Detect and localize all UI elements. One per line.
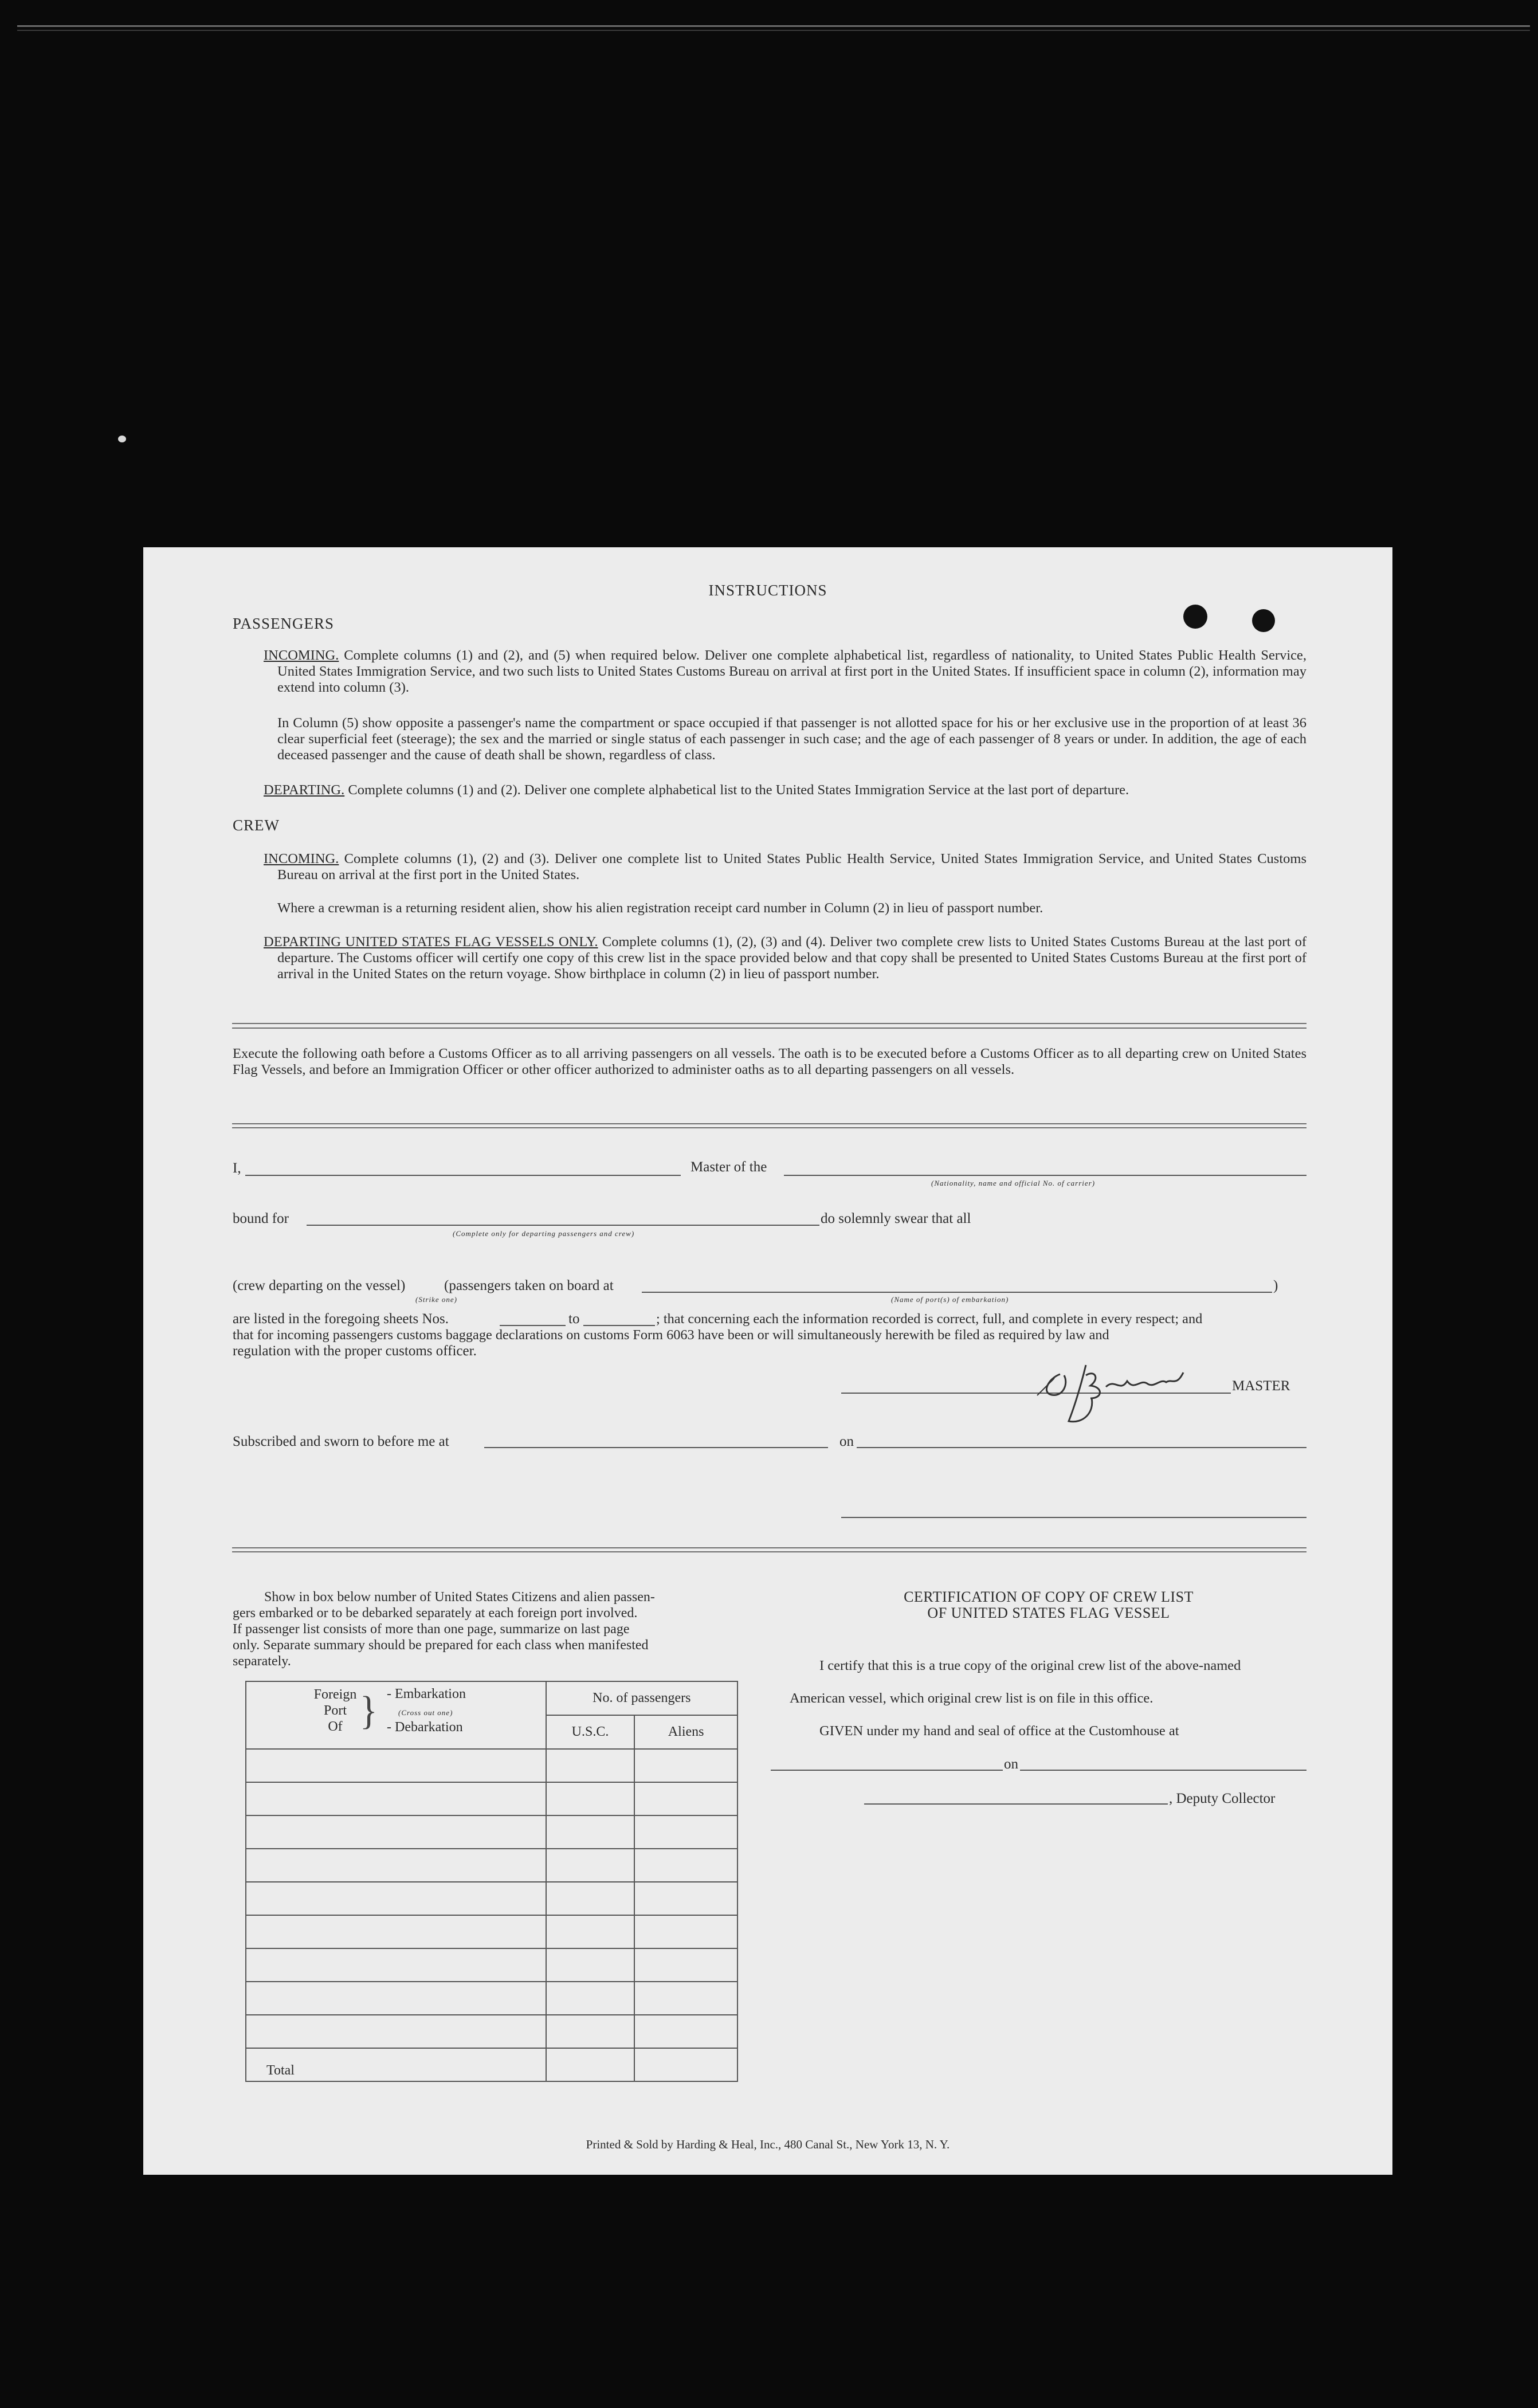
listed-text-3: that for incoming passengers customs baggage declarations on customs Form 6063 have been or will simultaneously herewith be filed as required by law and xyxy=(233,1327,1109,1343)
master-label: MASTER xyxy=(1232,1378,1290,1394)
port-cell[interactable] xyxy=(246,1882,546,1915)
sworn-on-label: on xyxy=(839,1434,854,1449)
certification-title xyxy=(791,1589,1306,1621)
passengers-departing-paragraph xyxy=(264,782,1306,798)
port-caption: (Name of port(s) of embarkation) xyxy=(891,1295,1009,1304)
passengers-incoming-text: Complete columns (1) and (2), and (5) when required below. Deliver one complete alphabetical list, regardless of nationality, to United States Public Health Service, United States Immigration Service, and two such lists to United States Customs Bureau on arrival at first port in the United States. If insufficient space in column (2), information may extend into column (3). xyxy=(277,648,1307,695)
summary-line: separately. xyxy=(233,1654,291,1669)
swear-label: do solemnly swear that all xyxy=(821,1211,971,1226)
certification-line-3: GIVEN under my hand and seal of office at the Customhouse at xyxy=(819,1723,1179,1739)
nationality-caption: (Nationality, name and official No. of carrier) xyxy=(931,1179,1096,1187)
debarkation-label: - Debarkation xyxy=(387,1720,463,1735)
carrier-field[interactable] xyxy=(784,1175,1306,1176)
port-cell[interactable] xyxy=(246,1749,546,1782)
port-cell[interactable] xyxy=(246,1849,546,1882)
oath-intro: Execute the following oath before a Customs Officer as to all arriving passengers on all vessels. The oath is to be executed before a Customs Officer as to all departing crew on United States Flag Vessels, and before an Immigration Officer or other officer authorized to administer oaths as to all departing passengers on all vessels. xyxy=(233,1046,1306,1077)
usc-cell[interactable] xyxy=(546,1849,635,1882)
listed-text-1: are listed in the foregoing sheets Nos. xyxy=(233,1311,449,1327)
deputy-collector-field[interactable] xyxy=(864,1803,1168,1805)
flag-vessels-label: DEPARTING UNITED STATES FLAG VESSELS ONLY. xyxy=(264,934,598,950)
film-edge-rule-inner xyxy=(17,30,1530,31)
crew-incoming-text: Complete columns (1), (2) and (3). Deliver one complete list to United States Public Health Service, United States Immigration Service, and United States Customs Bureau on arrival at the first port in the United States. xyxy=(277,851,1306,883)
passengers-departing-text: Complete columns (1) and (2). Deliver one complete alphabetical list to the United States Immigration Service at the last port of departure. xyxy=(348,782,1129,798)
summary-line: gers embarked or to be debarked separately at each foreign port involved. xyxy=(233,1606,638,1621)
usc-cell[interactable] xyxy=(546,1882,635,1915)
subscribed-label: Subscribed and sworn to before me at xyxy=(233,1434,449,1449)
divider xyxy=(232,1547,1306,1548)
aliens-cell[interactable] xyxy=(634,1882,737,1915)
oath-i-label: I, xyxy=(233,1160,241,1176)
certification-on-label: on xyxy=(1004,1756,1018,1772)
customhouse-field[interactable] xyxy=(771,1770,1003,1771)
listed-text-2: ; that concerning each the information recorded is correct, full, and complete in every respect; and xyxy=(656,1311,1203,1327)
embarkation-label: - Embarkation xyxy=(387,1687,466,1701)
certification-title-line-2: OF UNITED STATES FLAG VESSEL xyxy=(927,1605,1170,1621)
bound-caption: (Complete only for departing passengers and crew) xyxy=(453,1229,635,1238)
aliens-cell[interactable] xyxy=(634,2015,737,2048)
cross-out-caption: (Cross out one) xyxy=(398,1708,453,1717)
certification-date-field[interactable] xyxy=(1020,1770,1306,1771)
embarkation-port-field[interactable] xyxy=(642,1292,1272,1293)
master-name-field[interactable] xyxy=(245,1175,681,1176)
aliens-cell[interactable] xyxy=(634,1915,737,1948)
divider xyxy=(232,1551,1306,1552)
master-of-label: Master of the xyxy=(690,1159,767,1175)
summary-line: Show in box below number of United States Citizens and alien passen- xyxy=(264,1590,655,1605)
film-edge-rule xyxy=(17,25,1530,27)
punch-hole-icon xyxy=(1252,609,1275,632)
usc-cell[interactable] xyxy=(546,2015,635,2048)
port-cell[interactable] xyxy=(246,1782,546,1815)
aliens-total-cell[interactable] xyxy=(634,2048,737,2081)
crewman-paragraph: Where a crewman is a returning resident alien, show his alien registration receipt card number in Column (2) in lieu of passport number. xyxy=(277,900,1043,916)
flag-vessels-text: Complete columns (1), (2), (3) and (4). Deliver two complete crew lists to United States Customs Bureau at the last port of departure. The Customs officer will certify one copy of this crew list in the space provided below and that copy shall be presented to United States Customs Bureau at the first port of arrival in the United States on the return voyage. Show birthplace in column (2) in lieu of passport number. xyxy=(277,934,1306,982)
passengers-heading: PASSENGERS xyxy=(233,615,335,632)
of-label: Of xyxy=(328,1719,343,1734)
summary-instructions xyxy=(233,1589,737,1669)
aliens-cell[interactable] xyxy=(634,1782,737,1815)
port-label: Port xyxy=(323,1703,347,1718)
summary-line: only. Separate summary should be prepared for each class when manifested xyxy=(233,1638,649,1653)
crew-incoming-paragraph xyxy=(264,851,1306,883)
passengers-departing-label: DEPARTING. xyxy=(264,782,345,798)
usc-cell[interactable] xyxy=(546,1782,635,1815)
usc-cell[interactable] xyxy=(546,1982,635,2015)
instructions-title: INSTRUCTIONS xyxy=(708,582,827,599)
film-speck xyxy=(118,436,126,442)
aliens-cell[interactable] xyxy=(634,1815,737,1849)
usc-total-cell[interactable] xyxy=(546,2048,635,2081)
master-signature-icon xyxy=(1029,1352,1195,1427)
crew-departing-option: (crew departing on the vessel) xyxy=(233,1278,406,1293)
usc-cell[interactable] xyxy=(546,1815,635,1849)
aliens-cell[interactable] xyxy=(634,1948,737,1982)
summary-line: If passenger list consists of more than one page, summarize on last page xyxy=(233,1622,630,1637)
to-label: to xyxy=(568,1311,580,1327)
sworn-place-field[interactable] xyxy=(484,1447,828,1448)
usc-cell[interactable] xyxy=(546,1915,635,1948)
sheet-to-field[interactable] xyxy=(583,1325,655,1326)
port-cell[interactable] xyxy=(246,1948,546,1982)
usc-cell[interactable] xyxy=(546,1749,635,1782)
crew-incoming-label: INCOMING. xyxy=(264,851,339,866)
printer-footer: Printed & Sold by Harding & Heal, Inc., 480 Canal St., New York 13, N. Y. xyxy=(586,2138,950,2151)
usc-header: U.S.C. xyxy=(546,1715,635,1749)
port-cell[interactable] xyxy=(246,1915,546,1948)
divider xyxy=(232,1123,1306,1124)
brace-icon: } xyxy=(360,1688,378,1733)
divider xyxy=(232,1027,1306,1029)
listed-text-4: regulation with the proper customs officer. xyxy=(233,1343,477,1359)
passenger-summary-table xyxy=(245,1681,738,2082)
flag-vessels-paragraph xyxy=(264,934,1306,982)
aliens-cell[interactable] xyxy=(634,1982,737,2015)
passengers-incoming-label: INCOMING. xyxy=(264,648,339,663)
close-paren: ) xyxy=(1273,1278,1278,1293)
bound-for-field[interactable] xyxy=(307,1225,819,1226)
certification-line-1: I certify that this is a true copy of the original crew list of the above-named xyxy=(819,1658,1241,1673)
deputy-collector-label: , Deputy Collector xyxy=(1169,1791,1276,1806)
port-cell[interactable] xyxy=(246,2015,546,2048)
bound-for-label: bound for xyxy=(233,1211,289,1226)
passengers-taken-option: (passengers taken on board at xyxy=(444,1278,614,1293)
document-page xyxy=(143,547,1392,2175)
no-passengers-header: No. of passengers xyxy=(546,1681,737,1715)
passengers-incoming-paragraph xyxy=(264,648,1306,696)
sworn-date-field[interactable] xyxy=(857,1447,1306,1448)
column5-paragraph: In Column (5) show opposite a passenger's name the compartment or space occupied if that passenger is not allotted space for his or her exclusive use in the proportion of at least 36 clear superficial feet (steerage); the sex and the married or single status of each passenger in such case; and the age of each passenger of 8 years or under. In addition, the age of each deceased passenger and the cause of death shall be shown, regardless of class. xyxy=(277,715,1306,763)
divider xyxy=(232,1023,1306,1024)
punch-hole-icon xyxy=(1183,605,1207,629)
aliens-header: Aliens xyxy=(634,1715,737,1749)
total-label: Total xyxy=(246,2048,546,2081)
certification-line-2: American vessel, which original crew list is on file in this office. xyxy=(790,1691,1154,1706)
port-cell[interactable] xyxy=(246,1982,546,2015)
foreign-label: Foreign xyxy=(313,1687,357,1702)
aliens-cell[interactable] xyxy=(634,1749,737,1782)
port-header-cell xyxy=(246,1681,546,1749)
officer-signature-line[interactable] xyxy=(841,1517,1306,1518)
port-cell[interactable] xyxy=(246,1815,546,1849)
sheet-from-field[interactable] xyxy=(500,1325,566,1326)
strike-one-caption: (Strike one) xyxy=(415,1295,458,1304)
usc-cell[interactable] xyxy=(546,1948,635,1982)
certification-title-line-1: CERTIFICATION OF COPY OF CREW LIST xyxy=(904,1589,1194,1605)
divider xyxy=(232,1127,1306,1128)
crew-heading: CREW xyxy=(233,817,280,834)
aliens-cell[interactable] xyxy=(634,1849,737,1882)
